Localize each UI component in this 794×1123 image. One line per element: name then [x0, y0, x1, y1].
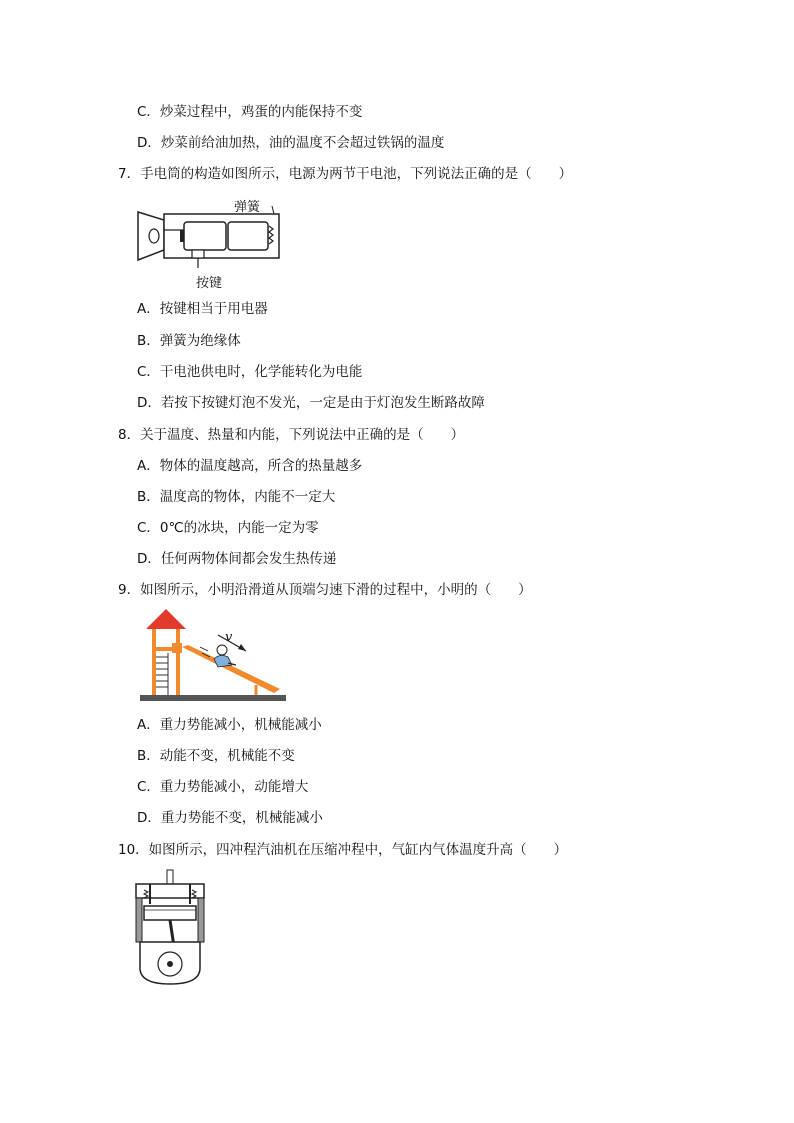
- q6-option-d: D．炒菜前给油加热，油的温度不会超过铁锅的温度: [137, 135, 445, 151]
- q9-option-b: B．动能不变，机械能不变: [137, 748, 295, 764]
- velocity-label: v: [225, 630, 233, 645]
- q6-option-c: C．炒菜过程中，鸡蛋的内能保持不变: [137, 104, 363, 120]
- q9-option-d: D．重力势能不变，机械能减小: [137, 810, 323, 826]
- q8-option-b: B．温度高的物体，内能不一定大: [137, 489, 336, 505]
- engine-figure: [130, 868, 210, 986]
- slide-figure: [138, 607, 288, 707]
- q7-stem: 7．手电筒的构造如图所示，电源为两节干电池，下列说法正确的是（ ）: [118, 166, 573, 182]
- q7-option-a: A．按键相当于用电器: [137, 301, 268, 317]
- q8-option-a: A．物体的温度越高，所含的热量越多: [137, 458, 363, 474]
- q9-stem: 9．如图所示，小明沿滑道从顶端匀速下滑的过程中，小明的（ ）: [118, 582, 532, 598]
- q7-option-b: B．弹簧为绝缘体: [137, 333, 241, 349]
- q8-stem: 8．关于温度、热量和内能，下列说法中正确的是（ ）: [118, 427, 465, 443]
- spring-label: 弹簧: [234, 200, 261, 215]
- q9-option-c: C．重力势能减小，动能增大: [137, 779, 309, 795]
- q8-option-d: D．任何两物体间都会发生热传递: [137, 551, 337, 567]
- q7-option-d: D．若按下按键灯泡不发光，一定是由于灯泡发生断路故障: [137, 395, 485, 411]
- q7-option-c: C．干电池供电时，化学能转化为电能: [137, 364, 363, 380]
- q8-option-c: C．0℃的冰块，内能一定为零: [137, 520, 319, 536]
- q9-option-a: A．重力势能减小，机械能减小: [137, 717, 322, 733]
- q10-stem: 10．如图所示，四冲程汽油机在压缩冲程中，气缸内气体温度升高（ ）: [118, 842, 568, 858]
- button-label: 按键: [196, 276, 223, 291]
